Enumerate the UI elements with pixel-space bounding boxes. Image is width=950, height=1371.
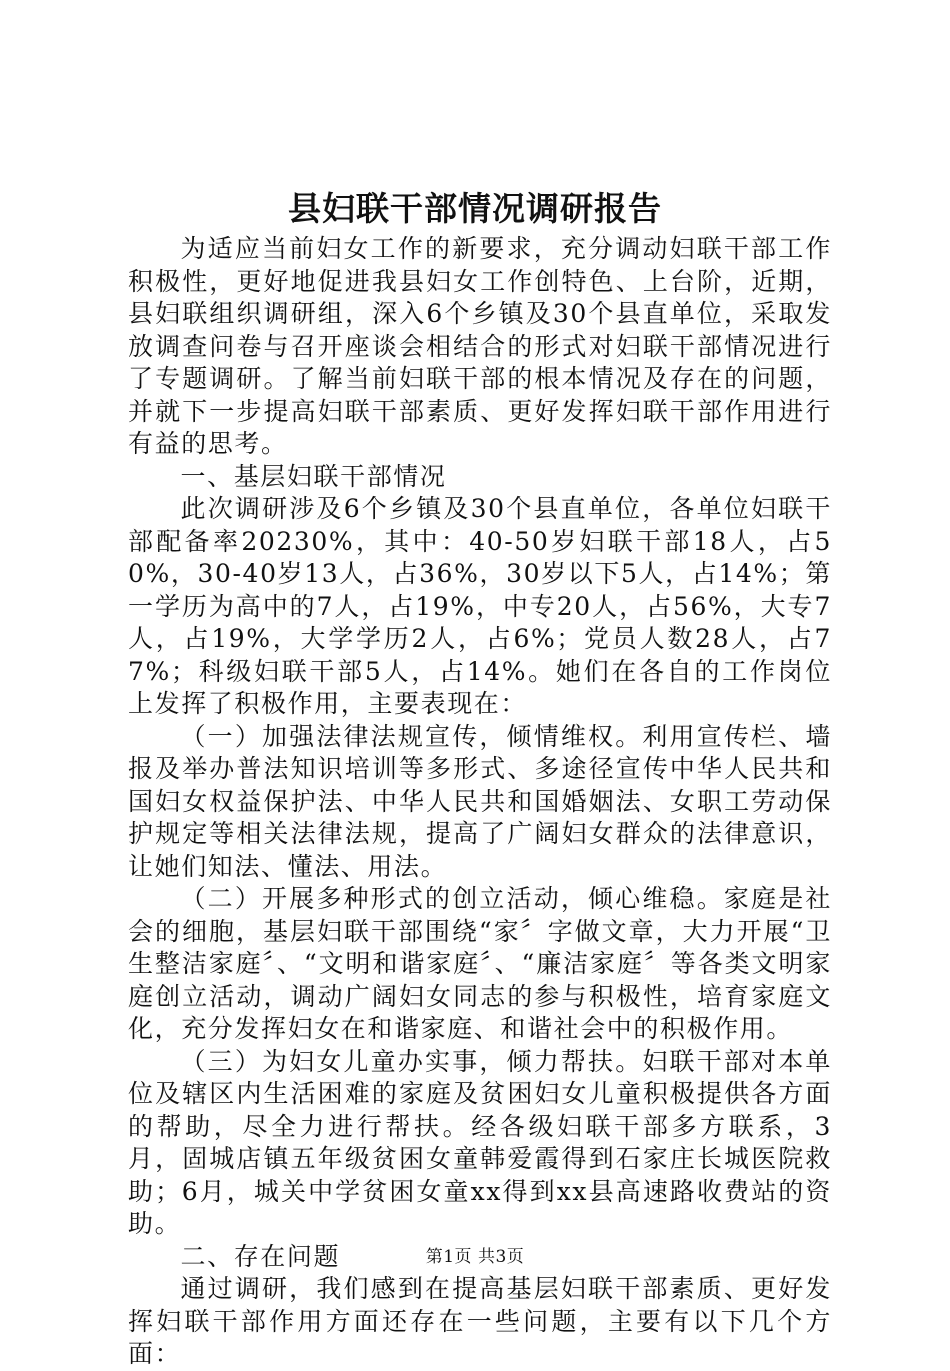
item-2-paragraph: （二）开展多种形式的创立活动，倾心维稳。家庭是社会的细胞，基层妇联干部围绕“家〞字做文章，大力开展“卫生整洁家庭〞、“文明和谐家庭〞、“廉洁家庭〞等各类文明家庭创立活动，调动广阔妇女同志的参与积极性，培育家庭文化，充分发挥妇女在和谐家庭、和谐社会中的积极作用。 — [128, 884, 832, 1043]
document-title: 县妇联干部情况调研报告 — [288, 189, 662, 228]
document-body — [128, 233, 832, 1371]
problems-intro-paragraph: 通过调研，我们感到在提高基层妇联干部素质、更好发挥妇联干部作用方面还存在一些问题，主要有以下几个方面： — [128, 1274, 832, 1368]
section-heading-1: 一、基层妇联干部情况 — [180, 461, 447, 491]
statistics-paragraph: 此次调研涉及6个乡镇及30个县直单位，各单位妇联干部配备率20230%，其中：40-50岁妇联干部18人，占50%，30-40岁13人，占36%，30岁以下5人，占14%；第一学历为高中的7人，占19%，中专20人，占56%，大专7人，占19%，大学学历2人，占6%；党员人数28人，占77%；科级妇联干部5人，占14%。她们在各自的工作岗位上发挥了积极作用，主要表现在： — [128, 494, 832, 718]
page-number-footer: 第1页 共3页 — [425, 1247, 525, 1267]
section-heading-2: 二、存在问题 — [180, 1241, 341, 1271]
intro-paragraph: 为适应当前妇女工作的新要求，充分调动妇联干部工作积极性，更好地促进我县妇女工作创特色、上台阶，近期，县妇联组织调研组，深入6个乡镇及30个县直单位，采取发放调查问卷与召开座谈会相结合的形式对妇联干部情况进行了专题调研。了解当前妇联干部的根本情况及存在的问题，并就下一步提高妇联干部素质、更好发挥妇联干部作用进行有益的思考。 — [128, 234, 832, 458]
item-3-paragraph: （三）为妇女儿童办实事，倾力帮扶。妇联干部对本单位及辖区内生活困难的家庭及贫困妇女儿童积极提供各方面的帮助，尽全力进行帮扶。经各级妇联干部多方联系，3月，固城店镇五年级贫困女童韩爱霞得到石家庄长城医院救助；6月，城关中学贫困女童xx得到xx县高速路收费站的资助。 — [128, 1046, 832, 1238]
item-1-paragraph: （一）加强法律法规宣传，倾情维权。利用宣传栏、墙报及举办普法知识培训等多形式、多途径宣传中华人民共和国妇女权益保护法、中华人民共和国婚姻法、女职工劳动保护规定等相关法律法规，提高了广阔妇女群众的法律意识，让她们知法、懂法、用法。 — [128, 721, 832, 881]
